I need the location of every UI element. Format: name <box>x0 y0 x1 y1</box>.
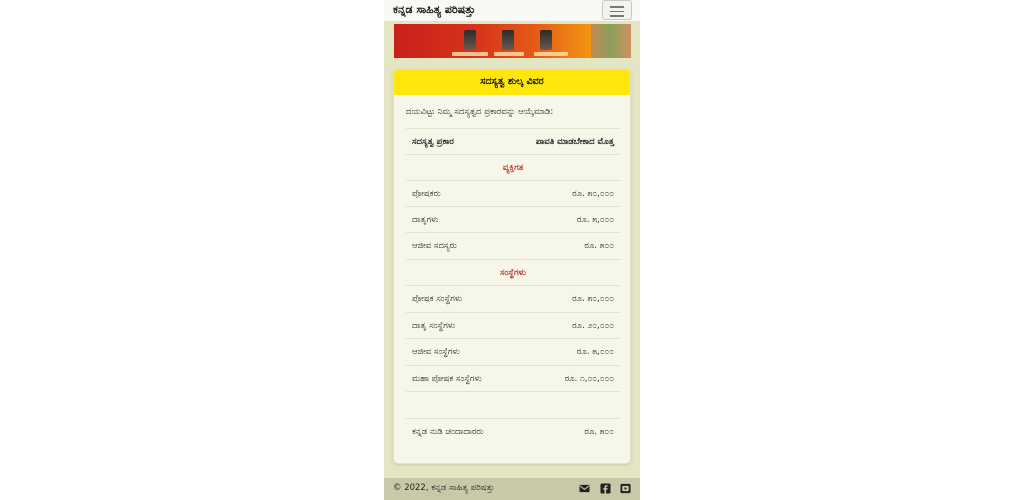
youtube-icon[interactable] <box>620 483 631 494</box>
header-banner <box>394 24 631 58</box>
table-row: ಆಜೀವ ಸಂಸ್ಥೆಗಳು ರೂ. ೫,೦೦೦ <box>406 338 620 364</box>
email-icon[interactable] <box>579 483 590 494</box>
table-header-row <box>406 128 620 154</box>
footer <box>384 478 640 500</box>
table-row: ಪೋಷಕರು ರೂ. ೫೦,೦೦೦ <box>406 180 620 206</box>
table-row: ಆಜೀವ ಸದಸ್ಯರು ರೂ. ೫೦೦ <box>406 232 620 258</box>
intro-text: ದಯವಿಟ್ಟು ನಿಮ್ಮ ಸದಸ್ಯತ್ವದ ಪ್ರಕಾರವನ್ನು ಆಯ್ಕೆಮಾಡಿ: <box>406 107 554 117</box>
membership-fee-card <box>393 68 631 464</box>
card-title: ಸದಸ್ಯತ್ವ ಶುಲ್ಕ ವಿವರ <box>394 69 630 95</box>
site-brand[interactable]: ಕನ್ನಡ ಸಾಹಿತ್ಯ ಪರಿಷತ್ತು <box>393 3 476 16</box>
table-row: ಮಹಾ ಪೋಷಕ ಸಂಸ್ಥೆಗಳು ರೂ. ೧,೦೦,೦೦೦ <box>406 365 620 391</box>
table-row-empty <box>406 391 620 417</box>
header-amount: ಪಾವತಿ ಮಾಡಬೇಕಾದ ಮೊತ್ತ <box>535 137 614 147</box>
section-heading: ಸಂಸ್ಥೆಗಳು <box>406 259 620 285</box>
hamburger-menu-icon[interactable] <box>602 0 632 20</box>
table-row: ದಾತೃಗಳು ರೂ. ೫,೦೦೦ <box>406 206 620 232</box>
table-row: ದಾತೃ ಸಂಸ್ಥೆಗಳು ರೂ. ೨೦,೦೦೦ <box>406 312 620 338</box>
table-row: ಪೋಷಕ ಸಂಸ್ಥೆಗಳು ರೂ. ೫೦,೦೦೦ <box>406 285 620 311</box>
mobile-viewport <box>384 0 640 500</box>
copyright-text: © 2022, ಕನ್ನಡ ಸಾಹಿತ್ಯ ಪರಿಷತ್ತು <box>393 483 495 493</box>
navbar <box>384 0 640 22</box>
header-membership-type: ಸದಸ್ಯತ್ವ ಪ್ರಕಾರ <box>412 137 454 147</box>
section-heading: ವ್ಯಕ್ತಿಗತ <box>406 154 620 180</box>
table-row: ಕನ್ನಡ ನುಡಿ ಚಂದಾದಾರರು ರೂ. ೫೦೦ <box>406 418 620 446</box>
facebook-icon[interactable] <box>600 483 611 494</box>
